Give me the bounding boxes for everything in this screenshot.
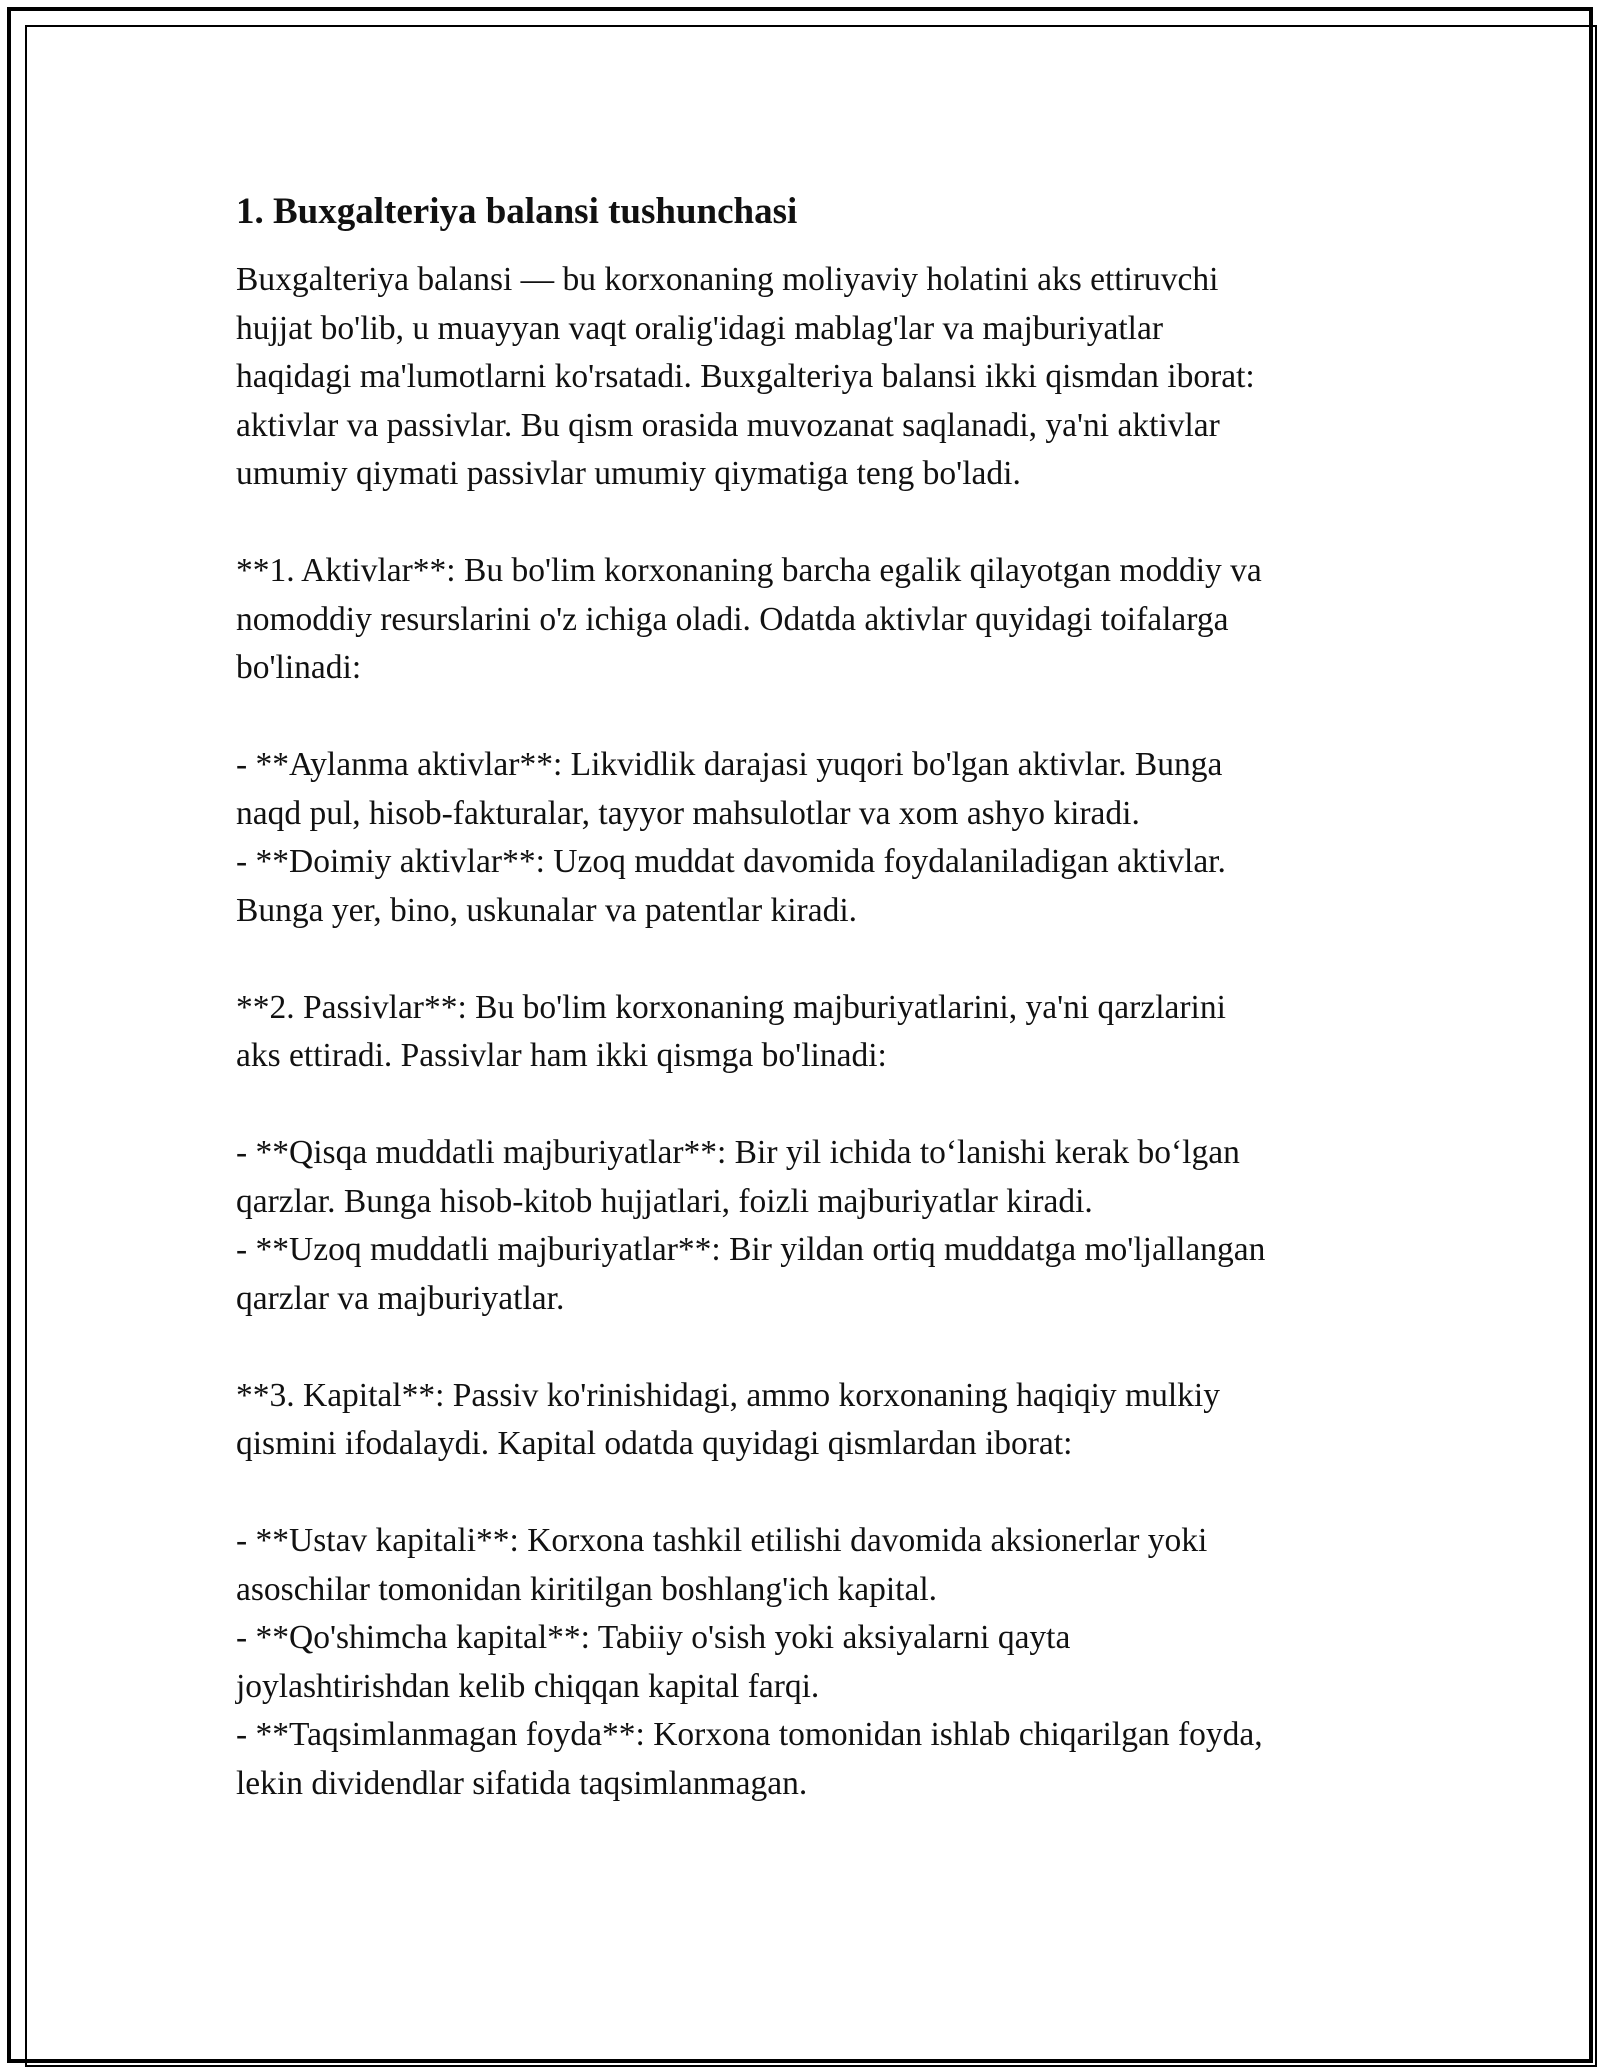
paragraph-aktivlar [236, 547, 1376, 693]
text-line: aks ettiradi. Passivlar ham ikki qismga bo'linadi: [236, 1037, 887, 1074]
text-line: - **Doimiy aktivlar**: Uzoq muddat davomida foydalaniladigan aktivlar. [236, 843, 1226, 880]
text-line: aktivlar va passivlar. Bu qism orasida muvozanat saqlanadi, ya'ni aktivlar [236, 406, 1220, 444]
text-line: lekin dividendlar sifatida taqsimlanmagan. [236, 1764, 808, 1802]
text-line: Bunga yer, bino, uskunalar va patentlar kiradi. [236, 891, 858, 929]
text-line: - **Ustav kapitali**: Korxona tashkil etilishi davomida aksionerlar yoki [236, 1522, 1208, 1559]
paragraph-intro [236, 256, 1376, 499]
text-line: qarzlar va majburiyatlar. [236, 1279, 565, 1317]
paragraph-aktivlar-list [236, 741, 1376, 935]
text-line: qarzlar. Bunga hisob-kitob hujjatlari, foizli majburiyatlar kiradi. [236, 1182, 1093, 1220]
text-line: - **Taqsimlanmagan foyda**: Korxona tomonidan ishlab chiqarilgan foyda, [236, 1716, 1263, 1753]
text-line: - **Qo'shimcha kapital**: Tabiiy o'sish yoki aksiyalarni qayta [236, 1619, 1071, 1656]
paragraph-passivlar [236, 984, 1376, 1081]
paragraph-passivlar-list [236, 1129, 1376, 1323]
text-line: - **Qisqa muddatli majburiyatlar**: Bir yil ichida to‘lanishi kerak bo‘lgan [236, 1134, 1240, 1171]
text-line: umumiy qiymati passivlar umumiy qiymatiga teng bo'ladi. [236, 455, 1021, 492]
document-body [236, 190, 1376, 1808]
text-line: joylashtirishdan kelib chiqqan kapital farqi. [236, 1667, 820, 1705]
text-line: **2. Passivlar**: Bu bo'lim korxonaning majburiyatlarini, ya'ni qarzlarini [236, 988, 1226, 1026]
text-line: naqd pul, hisob-fakturalar, tayyor mahsulotlar va xom ashyo kiradi. [236, 794, 1140, 832]
text-line: asoschilar tomonidan kiritilgan boshlang'ich kapital. [236, 1570, 938, 1608]
document-title: 1. Buxgalteriya balansi tushunchasi [236, 191, 798, 232]
text-line: bo'linadi: [236, 649, 362, 686]
paragraph-kapital [236, 1372, 1376, 1469]
paragraph-kapital-list [236, 1517, 1376, 1808]
text-line: haqidagi ma'lumotlarni ko'rsatadi. Buxgalteriya balansi ikki qismdan iborat: [236, 358, 1255, 395]
text-line: **1. Aktivlar**: Bu bo'lim korxonaning barcha egalik qilayotgan moddiy va [236, 552, 1262, 589]
text-line: qismini ifodalaydi. Kapital odatda quyidagi qismlardan iborat: [236, 1425, 1073, 1462]
text-line: nomoddiy resurslarini o'z ichiga oladi. Odatda aktivlar quyidagi toifalarga [236, 600, 1229, 638]
text-line: hujjat bo'lib, u muayyan vaqt oralig'idagi mablag'lar va majburiyatlar [236, 309, 1163, 347]
text-line: **3. Kapital**: Passiv ko'rinishidagi, ammo korxonaning haqiqiy mulkiy [236, 1376, 1220, 1414]
text-line: - **Aylanma aktivlar**: Likvidlik darajasi yuqori bo'lgan aktivlar. Bunga [236, 746, 1223, 783]
text-line: Buxgalteriya balansi — bu korxonaning moliyaviy holatini aks ettiruvchi [236, 261, 1219, 298]
text-line: - **Uzoq muddatli majburiyatlar**: Bir yildan ortiq muddatga mo'ljallangan [236, 1231, 1266, 1268]
